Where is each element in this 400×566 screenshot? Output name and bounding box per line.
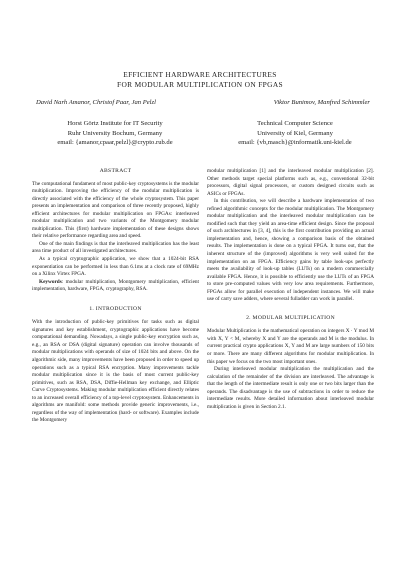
abstract-paragraph-1: The computational fundament of most public-key cryptosystems is the modular multiplication. Improving the efficiency of the modular multiplication is directly associated with the efficiency of the whole cryptosystem. This paper presents an implementation and comparison of three recently proposed, highly efficient architectures for modular multiplication on FPGAs: interleaved modular multiplication and two variants of the Montgomery modular multiplication. This (first) hardware implementation of these designs shows their relative performance regarding area and speed. bbox=[32, 180, 199, 240]
keywords-label: Keywords bbox=[39, 278, 62, 285]
paper-title-line-2: FOR MODULAR MULTIPLICATION ON FPGAS bbox=[117, 80, 283, 89]
keywords-text: : modular multiplication, Montgomery multiplication, efficient implementation, hardware, FPGA, cryptography, RSA. bbox=[32, 278, 199, 293]
introduction-heading: 1. INTRODUCTION bbox=[89, 305, 142, 312]
paper-title-line-1: EFFICIENT HARDWARE ARCHITECTURES bbox=[123, 70, 277, 79]
affiliation-right-university: University of Kiel, Germany bbox=[257, 129, 333, 137]
affiliation-left-university: Ruhr University Bochum, Germany bbox=[67, 129, 163, 137]
affiliation-left-email: email: {amanor,cpaar,pelzl}@crypto.rub.de bbox=[57, 139, 173, 147]
affiliation-right bbox=[210, 119, 380, 148]
left-column bbox=[32, 168, 199, 425]
affiliation-left-institute: Horst Görtz Institute for IT Security bbox=[67, 120, 163, 127]
modular-multiplication-paragraph-2: During interleaved modular multiplication the multiplication and the calculation of the remainder of the division are interleaved. The advantage is that the length of the intermediate result is only one or two bits larger than the operands. The disadvantage is the use of subtractions in order to reduce the intermediate results. More detailed information about interleaved modular multiplication is given in Section 2.1. bbox=[207, 366, 374, 410]
abstract-paragraph-3: As a typical cryptographic application, we show that a 1024-bit RSA exponentiation can be performed in less than 6.1ms at a clock rate of 69MHz on a Xilinx Virtex FPGA. bbox=[32, 256, 199, 278]
introduction-paragraph-2: In this contribution, we will describe a hardware implementation of two refined algorithmic concepts for the modular multiplication. The Montgomery modular multiplication and the interleaved modular multiplication can be modified such that they yield an area-time efficient design. Since the proposal of such architectures in [3, 4], this is the first contribution providing an actual implementation and, hence, showing a comparison basis of the obtained results. The implementation is done on a typical FPGA. It turns out, that the inherent structure of the (improved) algorithms is very well suited for the implementation on an FPGA. Efficiency gains by table look-ups perfectly meets the availability of look-up tables (LUTs) on a modern commercially available FPGA. Hence, it is possible to efficiently use the LUTs of an FPGA to store pre-computed values with very low area requirements. Furthermore, FPGAs allow for parallel execution of independent instances. We will make use of carry save adders, where several fulladder can work in parallel. bbox=[207, 198, 374, 303]
keywords-paragraph bbox=[32, 279, 199, 294]
affiliation-left bbox=[30, 119, 200, 148]
affiliation-right-email: email: {vb,masch}@informatik.uni-kiel.de bbox=[238, 139, 352, 147]
introduction-paragraph-1-continued: modular multiplication [1] and the interleaved modular multiplication [2]. Other methods target special platforms such as, e.g., conventional 32-bit processors, digital signal processors, or custom designed circuits such as ASICs or FPGAs. bbox=[207, 168, 374, 197]
authors-right: Viktor Bunimov, Manfred Schimmler bbox=[273, 99, 370, 106]
paper-title bbox=[0, 70, 400, 90]
modular-multiplication-heading: 2. MODULAR MULTIPLICATION bbox=[246, 314, 335, 321]
abstract-heading: ABSTRACT bbox=[99, 168, 132, 174]
authors-left: David Narh Amanor, Christof Paar, Jan Pelzl bbox=[36, 99, 156, 106]
abstract-paragraph-2: One of the main findings is that the interleaved multiplication has the least area time product of all investigated architectures. bbox=[32, 240, 199, 255]
modular-multiplication-paragraph-1: Modular Multiplication is the mathematical operation on integers X · Y mod M with X, Y < M, whereby X and Y are the operands and M is the modulus. In current practical crypto applications X, Y and M are large numbers of 150 bits or more. There are many different algorithms for modular multiplication. In this paper we focus on the two most important ones. bbox=[207, 328, 374, 365]
affiliation-right-institute: Technical Computer Science bbox=[257, 120, 333, 127]
right-column bbox=[207, 168, 374, 411]
introduction-paragraph-1: With the introduction of public-key primitives for tasks such as digital signatures and key establishment, cryptographic applications have become computational demanding. Nowadays, a single public-key encryption such as, e.g., an RSA or DSA (digital signature) operation can involve thousands of modular multiplications with operands of size of 1024 bits and above. On the algorithmic side, many improvements have been proposed in order to speed up operations such as a typical RSA encryption. Many improvements tackle modular multiplication since it is the basis of most current public-key primitives, such as RSA, DSA, Diffie-Hellman key exchange, and Elliptic Curve Cryptosystems. Making modular multiplication efficient directly relates to an increased overall efficiency of a top-level cryptosystem. Enhancements in algorithms are manifold: some methods provide generic improvements, i.e., regardless of the way of implementation (hard- or software). Examples include the Montgomery bbox=[32, 319, 199, 424]
